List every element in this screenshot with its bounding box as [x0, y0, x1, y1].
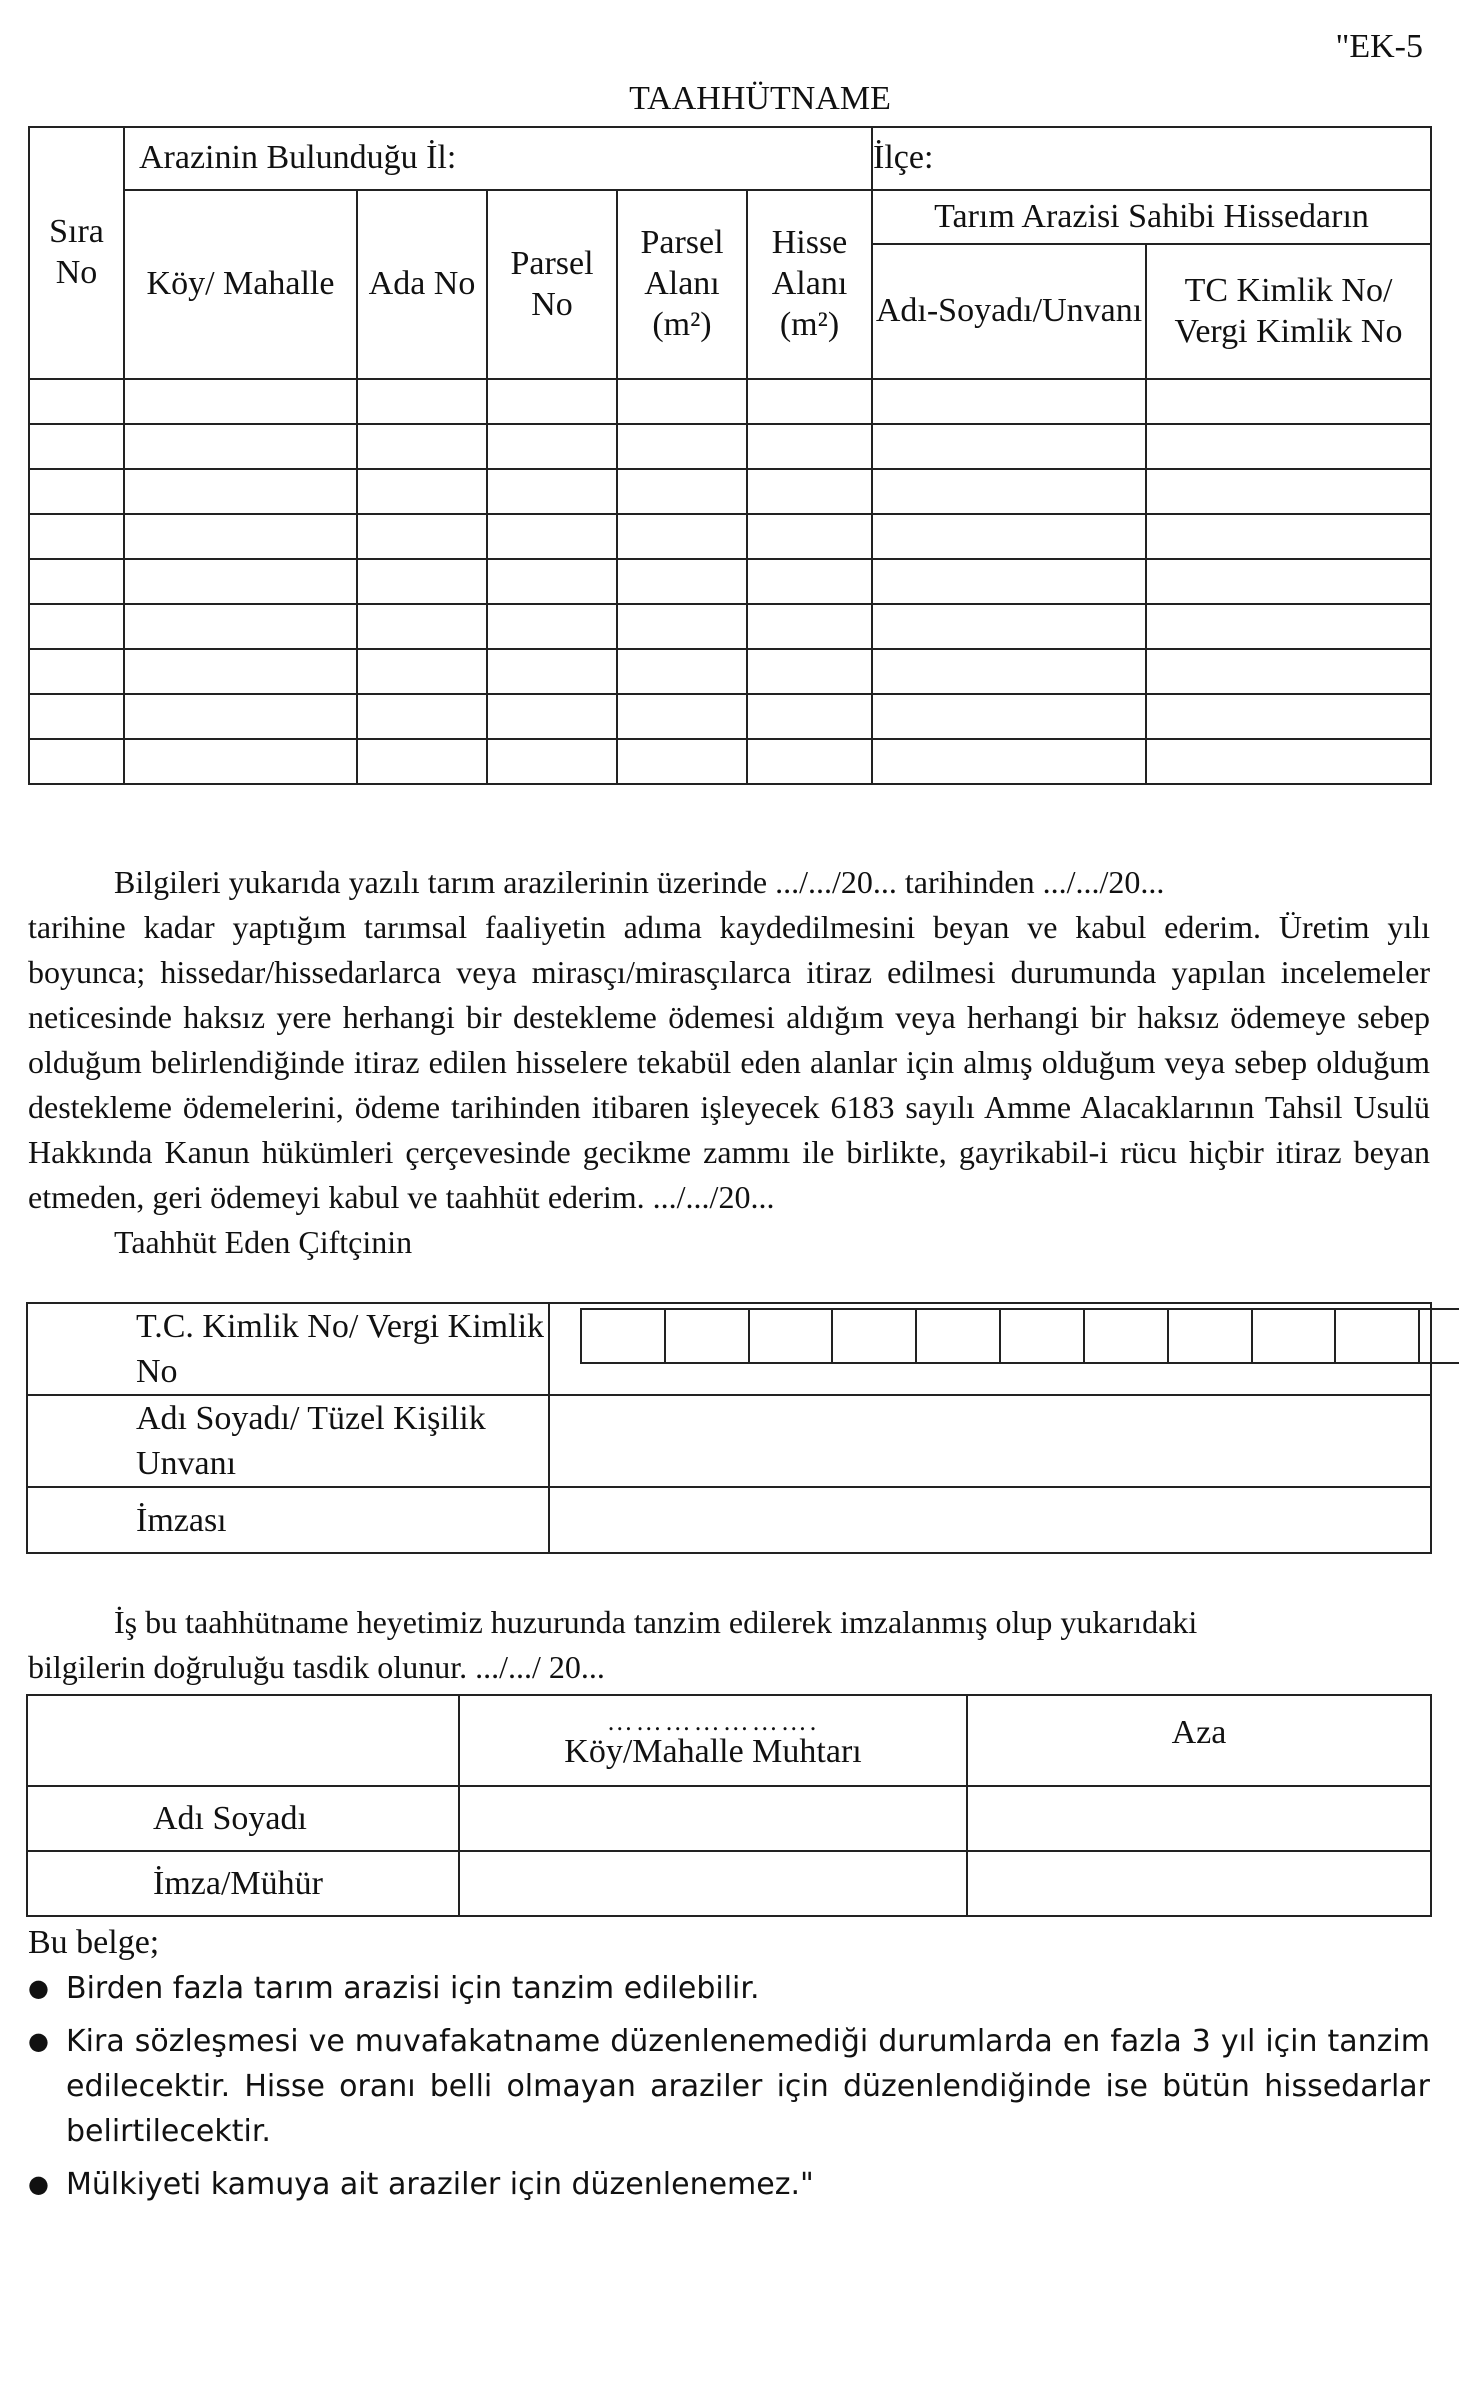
table-row[interactable]	[29, 604, 1431, 649]
aza-name-field[interactable]	[967, 1786, 1431, 1851]
digit-box[interactable]	[1336, 1310, 1420, 1362]
province-label: Arazinin Bulunduğu İl:	[124, 127, 872, 190]
farmer-heading: Taahhüt Eden Çiftçinin	[114, 1224, 413, 1260]
declaration-paragraph	[28, 860, 1430, 1265]
digit-box[interactable]	[1169, 1310, 1253, 1362]
farmer-signature-label: İmzası	[27, 1487, 549, 1553]
approval-paragraph	[28, 1600, 1430, 1690]
col-parsel-alani: Parsel Alanı (m²)	[617, 190, 747, 379]
farmer-name-field[interactable]	[549, 1395, 1431, 1487]
list-item: ● Kira sözleşmesi ve muvafakatname düzenlenemediği durumlarda en fazla 3 yıl için tanzim edilecektir. Hisse oranı belli olmayan araziler için düzenlendiğinde ise bütün hissedarlar belirtilecektir.	[28, 2019, 1430, 2154]
digit-box[interactable]	[750, 1310, 834, 1362]
table-row[interactable]	[29, 739, 1431, 784]
table-row[interactable]	[29, 649, 1431, 694]
annex-label: "EK-5	[1335, 28, 1423, 65]
land-table	[28, 126, 1432, 785]
list-item: ● Mülkiyeti kamuya ait araziler için düzenlenemez."	[28, 2162, 1430, 2207]
aza-sign-field[interactable]	[967, 1851, 1431, 1916]
bullet-icon: ●	[28, 2027, 49, 2055]
table-row[interactable]	[29, 514, 1431, 559]
bullet-icon: ●	[28, 2170, 49, 2198]
col-sira-no: Sıra No	[29, 127, 124, 379]
farmer-name-label: Adı Soyadı/ Tüzel Kişilik Unvanı	[27, 1395, 549, 1487]
muhtar-label: Köy/Mahalle Muhtarı	[564, 1732, 862, 1770]
approval-table	[26, 1694, 1432, 1917]
approval-line-1: İş bu taahhütname heyetimiz huzurunda tanzim edilerek imzalanmış olup yukarıdaki	[114, 1604, 1198, 1640]
farmer-table	[26, 1302, 1432, 1554]
digit-box[interactable]	[1420, 1310, 1459, 1362]
muhtar-header	[459, 1695, 967, 1786]
table-row[interactable]	[29, 424, 1431, 469]
col-owner-name: Adı-Soyadı/Unvanı	[872, 244, 1146, 379]
list-item: ● Birden fazla tarım arazisi için tanzim edilebilir.	[28, 1966, 1430, 2011]
table-row[interactable]	[29, 379, 1431, 424]
notes-heading: Bu belge;	[28, 1924, 160, 1961]
farmer-id-label: T.C. Kimlik No/ Vergi Kimlik No	[27, 1303, 549, 1395]
district-label: İlçe:	[872, 127, 1431, 190]
muhtar-sign-field[interactable]	[459, 1851, 967, 1916]
declaration-body: tarihine kadar yaptığım tarımsal faaliyetin adıma kaydedilmesini beyan ve kabul ederim. Üretim yılı boyunca; hissedar/hissedarlarca veya mirasçı/mirasçılarca itiraz edilmesi durumunda yapılan incelemeler neticesinde haksız yere herhangi bir destekleme ödemesi aldığım veya herhangi bir haksız ödemeye sebep olduğum belirlendiğinde itiraz edilen hisselere tekabül eden alanlar için almış olduğum veya sebep olduğum destekleme ödemelerini, ödeme tarihinden itibaren işleyecek 6183 sayılı Amme Alacaklarının Tahsil Usulü Hakkında Kanun hükümleri çerçevesinde gecikme zammı ile birlikte, gayrikabil-i rücu hiçbir itiraz beyan etmeden, geri ödemeyi kabul ve taahhüt ederim. .../.../20...	[28, 909, 1430, 1215]
name-row-label: Adı Soyadı	[27, 1786, 459, 1851]
muhtar-name-field[interactable]	[459, 1786, 967, 1851]
digit-box[interactable]	[582, 1310, 666, 1362]
col-parsel-no: Parsel No	[487, 190, 617, 379]
table-row[interactable]	[29, 694, 1431, 739]
digit-box[interactable]	[917, 1310, 1001, 1362]
owner-group-header: Tarım Arazisi Sahibi Hissedarın	[872, 190, 1431, 244]
digit-box[interactable]	[833, 1310, 917, 1362]
col-koy-mahalle: Köy/ Mahalle	[124, 190, 357, 379]
table-row[interactable]	[29, 469, 1431, 514]
digit-box[interactable]	[666, 1310, 750, 1362]
col-ada-no: Ada No	[357, 190, 487, 379]
digit-box[interactable]	[1085, 1310, 1169, 1362]
table-row[interactable]	[29, 559, 1431, 604]
col-owner-id: TC Kimlik No/ Vergi Kimlik No	[1146, 244, 1431, 379]
bullet-icon: ●	[28, 1974, 49, 2002]
sign-row-label: İmza/Mühür	[27, 1851, 459, 1916]
declaration-first-line: Bilgileri yukarıda yazılı tarım arazilerinin üzerinde .../.../20... tarihinden .../.../20...	[114, 864, 1165, 900]
document-title: TAAHHÜTNAME	[629, 80, 891, 117]
farmer-signature-field[interactable]	[549, 1487, 1431, 1553]
aza-label: Aza	[967, 1695, 1431, 1786]
col-hisse-alani: Hisse Alanı (m²)	[747, 190, 872, 379]
digit-box[interactable]	[1253, 1310, 1337, 1362]
farmer-id-field[interactable]	[549, 1303, 1431, 1395]
muhtar-dotted-line: ………………….	[606, 1706, 820, 1736]
id-digit-boxes[interactable]	[580, 1308, 1459, 1364]
notes-list	[28, 1966, 1430, 2215]
digit-box[interactable]	[1001, 1310, 1085, 1362]
approval-line-2: bilgilerin doğruluğu tasdik olunur. .../.../ 20...	[28, 1649, 605, 1685]
